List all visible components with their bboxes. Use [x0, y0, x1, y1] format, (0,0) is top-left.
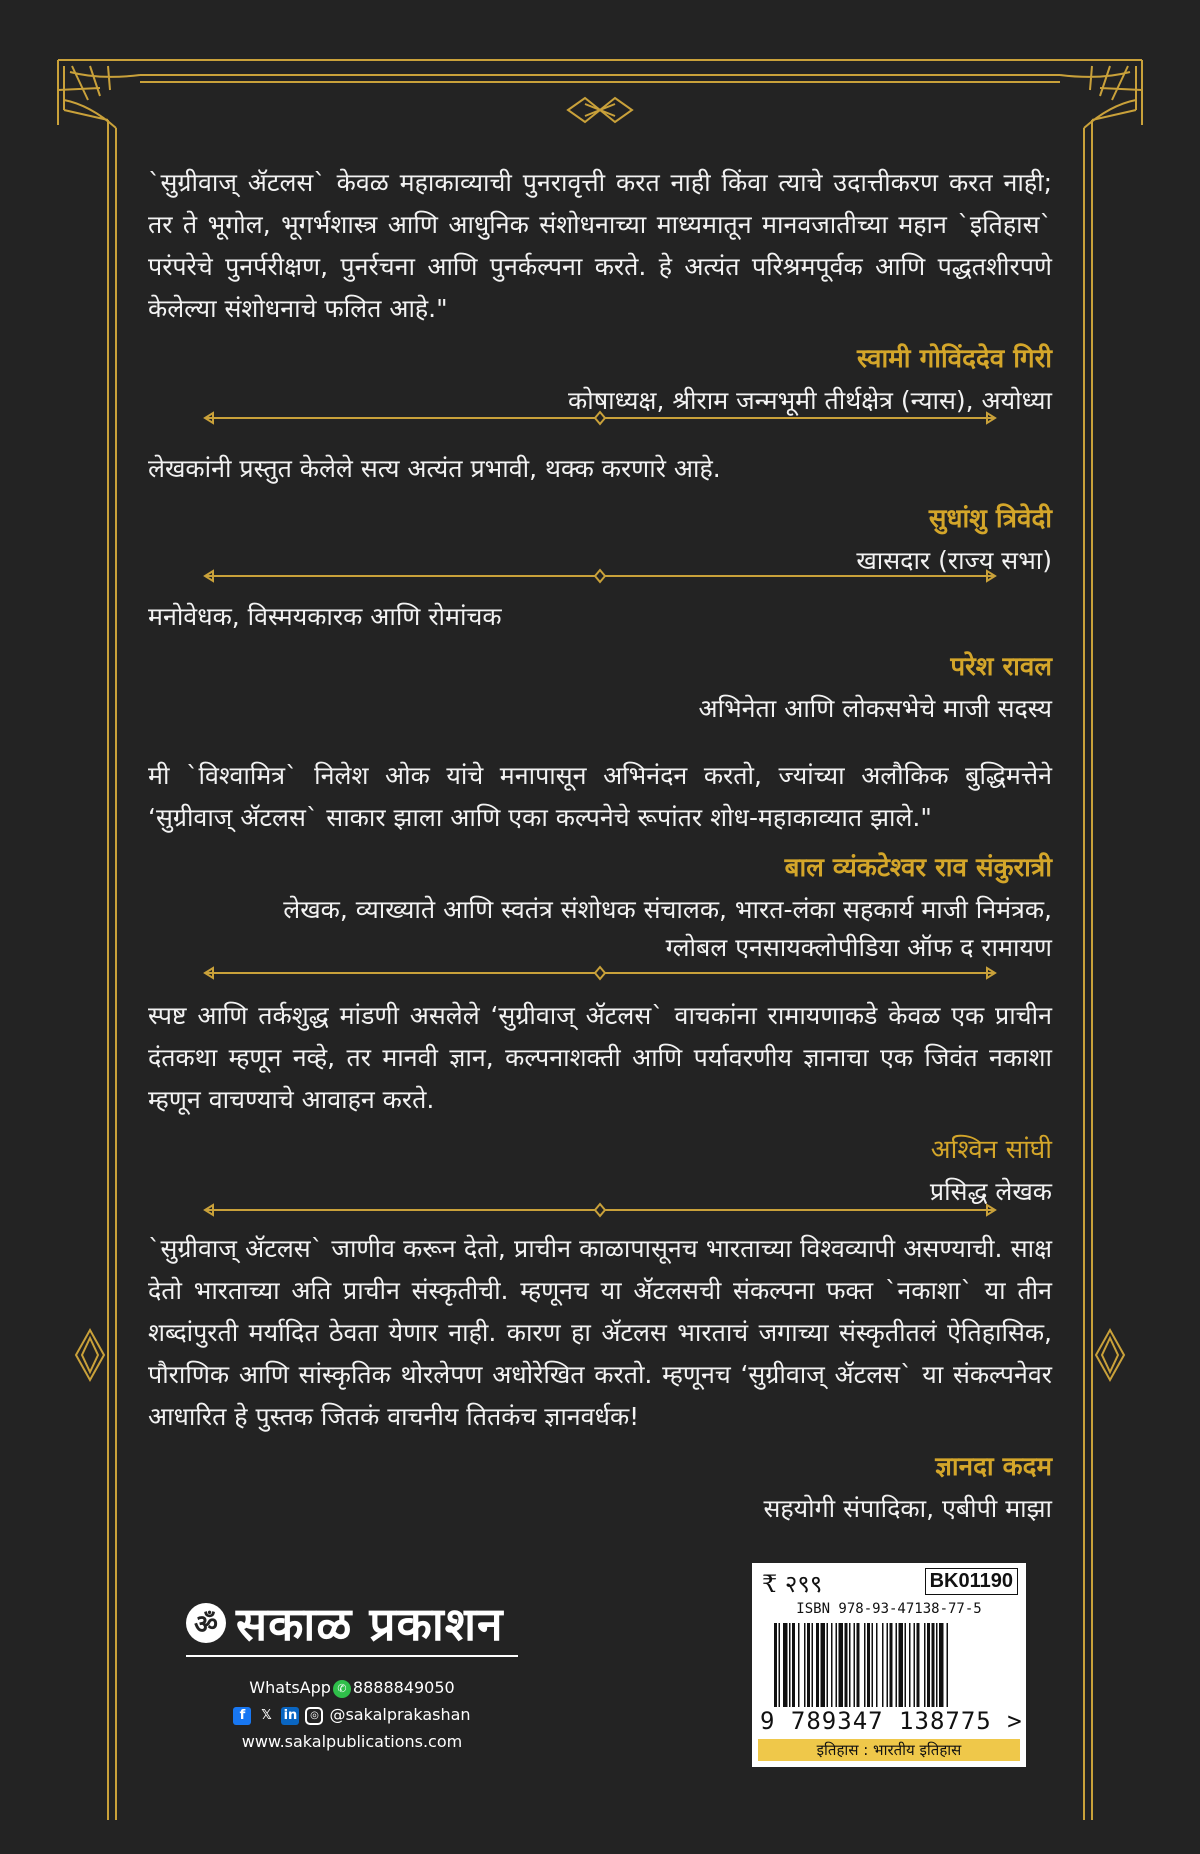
whatsapp-contact	[186, 1678, 518, 1698]
website-link: www.sakalpublications.com	[241, 1732, 463, 1751]
testimonial-3	[148, 596, 1052, 728]
social-handle: @sakalprakashan	[329, 1705, 471, 1724]
testimonial-quote: `सुग्रीवाज् ॲटलस` जाणीव करून देतो, प्राचीन काळापासूनच भारताच्या विश्वव्यापी असण्याची. साक्ष देतो भारताच्या अति प्राचीन संस्कृतीची. म्हणूनच या ॲटलसची संकल्पना फक्त `नकाशा` या तीन शब्दांपुरती मर्यादित ठेवता येणार नाही. कारण हा ॲटलस भारताचं जगाच्या संस्कृतीतलं ऐतिहासिक, पौराणिक आणि सांस्कृतिक थोरलेपण अधोरेखित करतो. म्हणूनच ‘सुग्रीवाज् ॲटलस` या संकल्पनेवर आधारित हे पुस्तक जितकं वाचनीय तितकंच ज्ञानवर्धक!	[148, 1234, 1052, 1431]
testimonial-4	[148, 755, 1052, 967]
testimonial-role: प्रसिद्ध लेखक	[929, 1177, 1052, 1206]
linkedin-icon: in	[281, 1707, 299, 1725]
isbn-label: ISBN 978-93-47138-77-5	[796, 1601, 982, 1617]
logo-divider	[186, 1655, 518, 1657]
testimonial-quote: स्पष्ट आणि तर्कशुद्ध मांडणी असलेले ‘सुग्रीवाज् ॲटलस` वाचकांना रामायणाकडे केवळ एक प्राचीन दंतकथा म्हणून नव्हे, तर मानवी ज्ञान, कल्पनाशक्ती आणि पर्यावरणीय ज्ञानाचा एक जिवंत नकाशा म्हणून वाचण्याचे आवाहन करते.	[148, 1001, 1052, 1114]
testimonial-role: खासदार (राज्य सभा)	[856, 546, 1052, 575]
testimonial-quote: `सुग्रीवाज् ॲटलस` केवळ महाकाव्याची पुनरावृत्ती करत नाही किंवा त्याचे उदात्तीकरण करत नाही; तर ते भूगोल, भूगर्भशास्त्र आणि आधुनिक संशोधनाच्या माध्यमातून मानवजातीच्या महान `इतिहास` परंपरेचे पुनर्परीक्षण, पुनर्रचना आणि पुनर्कल्पना करते. हे अत्यंत परिश्रमपूर्वक आणि पद्धतशीरपणे केलेल्या संशोधनाचे फलित आहे."	[148, 168, 1052, 323]
testimonial-6	[148, 1228, 1052, 1528]
testimonial-5	[148, 995, 1052, 1211]
testimonial-role: कोषाध्यक्ष, श्रीराम जन्मभूमी तीर्थक्षेत्र (न्यास), अयोध्या	[568, 386, 1052, 415]
testimonial-author: स्वामी गोविंददेव गिरी	[856, 344, 1052, 374]
book-code: BK01190	[925, 1568, 1018, 1595]
publisher-emblem-icon: ॐ	[186, 1603, 226, 1643]
genre-label: इतिहास : भारतीय इतिहास	[758, 1739, 1020, 1761]
publisher-logo	[186, 1592, 504, 1654]
testimonial-author: सुधांशु त्रिवेदी	[928, 504, 1052, 534]
barcode-bars	[774, 1623, 1004, 1707]
whatsapp-icon: ✆	[333, 1680, 351, 1698]
whatsapp-label: WhatsApp	[249, 1678, 331, 1697]
social-contact	[186, 1705, 518, 1725]
testimonial-role: अभिनेता आणि लोकसभेचे माजी सदस्य	[698, 694, 1052, 723]
facebook-icon: f	[233, 1707, 251, 1725]
testimonial-quote: मी `विश्वामित्र` निलेश ओक यांचे मनापासून अभिनंदन करतो, ज्यांच्या अलौकिक बुद्धिमत्तेने ‘सुग्रीवाज् ॲटलस` साकार झाला आणि एका कल्पनेचे रूपांतर शोध-महाकाव्यात झाले."	[148, 761, 1052, 832]
testimonial-role: ग्लोबल एनसायक्लोपीडिया ऑफ द रामायण	[665, 933, 1052, 962]
testimonial-role: लेखक, व्याख्याते आणि स्वतंत्र संशोधक संचालक, भारत-लंका सहकार्य माजी निमंत्रक,	[283, 895, 1052, 924]
barcode-label	[752, 1563, 1026, 1767]
testimonial-2	[148, 448, 1052, 580]
whatsapp-number: 8888849050	[352, 1678, 455, 1697]
instagram-icon: ◎	[305, 1707, 323, 1725]
testimonial-author: परेश रावल	[950, 652, 1052, 682]
publisher-name: सकाळ प्रकाशन	[236, 1597, 504, 1651]
testimonial-role: सहयोगी संपादिका, एबीपी माझा	[763, 1494, 1052, 1523]
testimonial-quote: लेखकांनी प्रस्तुत केलेले सत्य अत्यंत प्रभावी, थक्क करणारे आहे.	[148, 454, 721, 483]
isbn-digits: 9 789347 138775 >	[760, 1707, 1023, 1735]
testimonial-author: बाल व्यंकटेश्वर राव संकुरात्री	[784, 853, 1052, 883]
testimonial-1	[148, 162, 1052, 420]
testimonial-author: अश्विन सांघी	[930, 1135, 1052, 1165]
price: ₹ २९९	[762, 1570, 823, 1598]
x-icon: 𝕏	[261, 1707, 272, 1723]
testimonial-author: ज्ञानदा कदम	[935, 1452, 1052, 1482]
testimonial-quote: मनोवेधक, विस्मयकारक आणि रोमांचक	[148, 602, 502, 631]
